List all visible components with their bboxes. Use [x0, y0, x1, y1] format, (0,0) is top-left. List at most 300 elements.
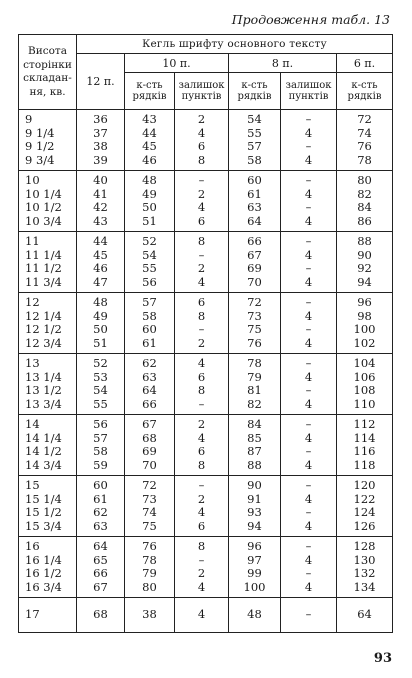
- cell-value: 93: [247, 505, 262, 519]
- cell-lines-8pt: [229, 232, 281, 293]
- cell-value: 9 1/4: [25, 125, 55, 140]
- cell-value: 17: [25, 607, 40, 622]
- cell-value: 55: [93, 396, 108, 411]
- cell-value: 60: [93, 478, 108, 492]
- cell-value: 4: [304, 369, 313, 384]
- header-font-size: Кегль шрифту основного тексту: [77, 35, 393, 54]
- cell-value: 13 3/4: [25, 396, 62, 411]
- cell-value: 37: [93, 125, 108, 140]
- cell-value: 122: [353, 491, 376, 506]
- cell-value: 2: [197, 491, 206, 506]
- cell-lines-6pt: [337, 598, 393, 633]
- header-lines-count: [229, 73, 281, 110]
- cell-values: [125, 113, 174, 167]
- cell-value: –: [305, 478, 312, 492]
- cell-value: 8: [197, 539, 206, 553]
- cell-value: 45: [142, 139, 157, 153]
- cell-value: 60: [247, 173, 262, 187]
- cell-value: –: [198, 396, 205, 411]
- cell-remainder-10pt: [175, 171, 229, 232]
- cell-lines-10pt: [125, 476, 175, 537]
- cell-values: [77, 418, 124, 472]
- cell-value: 65: [93, 552, 108, 567]
- cell-value: 54: [247, 112, 262, 126]
- cell-value: 56: [93, 417, 108, 431]
- cell-value: 96: [357, 295, 372, 309]
- cell-value: 58: [247, 152, 262, 167]
- cell-value: 62: [142, 356, 157, 370]
- cell-value: 6: [197, 213, 206, 228]
- cell-values: [229, 608, 280, 622]
- cell-remainder-8pt: [281, 476, 337, 537]
- cell-value: 54: [93, 383, 108, 397]
- cell-value: 114: [353, 430, 376, 445]
- cell-value: 87: [247, 444, 262, 458]
- cell-value: –: [305, 539, 312, 553]
- cell-value: 74: [142, 505, 157, 519]
- cell-value: 6: [197, 444, 206, 458]
- cell-values: [125, 174, 174, 228]
- cell-value: 48: [247, 607, 262, 622]
- cell-value: 116: [353, 444, 376, 458]
- cell-lines-12pt: [77, 232, 125, 293]
- cell-values: [281, 608, 336, 622]
- cell-value: 4: [304, 247, 313, 262]
- cell-value: –: [305, 261, 312, 275]
- cell-value: 51: [142, 213, 157, 228]
- cell-lines-8pt: [229, 598, 281, 633]
- cell-value: 8: [197, 457, 206, 472]
- cell-values: [175, 235, 228, 289]
- cell-value: 78: [142, 552, 157, 567]
- cell-value: 4: [304, 552, 313, 567]
- cell-value: 43: [93, 213, 108, 228]
- cell-value: 11: [25, 234, 40, 248]
- cell-value: 4: [197, 356, 206, 370]
- cell-value: 16 1/2: [25, 566, 62, 580]
- cell-values: [229, 418, 280, 472]
- cell-value: 16 3/4: [25, 579, 62, 594]
- cell-value: 100: [243, 579, 266, 594]
- table-body: [19, 110, 393, 633]
- cell-values: [77, 540, 124, 594]
- cell-values: [229, 296, 280, 350]
- cell-value: 67: [142, 417, 157, 431]
- cell-value: 41: [93, 186, 108, 201]
- cell-value: 76: [142, 539, 157, 553]
- cell-lines-6pt: [337, 537, 393, 598]
- cell-value: 52: [93, 356, 108, 370]
- header-lines-count: [337, 73, 393, 110]
- cell-values: [77, 479, 124, 533]
- cell-values: [337, 608, 392, 622]
- header-line: к-сть: [136, 80, 163, 91]
- cell-page-height: [19, 476, 77, 537]
- cell-value: 59: [93, 457, 108, 472]
- cell-value: 94: [247, 518, 262, 533]
- cell-value: 8: [197, 152, 206, 167]
- cell-lines-8pt: [229, 354, 281, 415]
- page-number: 93: [373, 651, 392, 666]
- table-row: [19, 415, 393, 476]
- cell-values: [337, 479, 392, 533]
- cell-value: 64: [247, 213, 262, 228]
- cell-value: 6: [197, 369, 206, 384]
- cell-value: 4: [197, 125, 206, 140]
- cell-value: –: [305, 417, 312, 431]
- cell-value: 12 1/2: [25, 322, 62, 336]
- cell-value: 112: [353, 417, 376, 431]
- cell-value: 2: [197, 417, 206, 431]
- cell-value: 12: [25, 295, 40, 309]
- cell-remainder-8pt: [281, 598, 337, 633]
- cell-value: 4: [304, 335, 313, 350]
- header-line: ня, кв.: [29, 85, 66, 98]
- cell-lines-12pt: [77, 415, 125, 476]
- cell-value: 134: [353, 579, 376, 594]
- cell-remainder-10pt: [175, 415, 229, 476]
- cell-values: [25, 608, 76, 622]
- cell-page-height: [19, 415, 77, 476]
- cell-lines-6pt: [337, 354, 393, 415]
- cell-value: 120: [353, 478, 376, 492]
- cell-values: [281, 418, 336, 472]
- cell-value: –: [305, 566, 312, 580]
- cell-value: 96: [247, 539, 262, 553]
- header-size-6: 6 п.: [337, 54, 393, 73]
- cell-values: [229, 113, 280, 167]
- cell-value: 8: [197, 383, 206, 397]
- cell-values: [281, 235, 336, 289]
- header-line: к-сть: [351, 80, 378, 91]
- cell-value: 73: [142, 491, 157, 506]
- cell-value: 57: [142, 295, 157, 309]
- cell-values: [77, 296, 124, 350]
- cell-values: [25, 418, 76, 472]
- cell-remainder-10pt: [175, 110, 229, 171]
- cell-value: 6: [197, 295, 206, 309]
- cell-remainder-8pt: [281, 354, 337, 415]
- header-line: пунктів: [181, 91, 222, 102]
- cell-value: 14 3/4: [25, 457, 62, 472]
- cell-values: [125, 608, 174, 622]
- cell-value: –: [305, 234, 312, 248]
- cell-value: 4: [197, 430, 206, 445]
- table-row: [19, 232, 393, 293]
- cell-value: –: [305, 383, 312, 397]
- cell-lines-12pt: [77, 537, 125, 598]
- cell-value: 108: [353, 383, 376, 397]
- cell-value: 72: [357, 112, 372, 126]
- cell-value: 6: [197, 139, 206, 153]
- header-lines-count: [125, 73, 175, 110]
- cell-value: 6: [197, 518, 206, 533]
- cell-value: –: [198, 478, 205, 492]
- cell-value: 61: [142, 335, 157, 350]
- cell-value: 38: [142, 607, 157, 622]
- cell-value: 106: [353, 369, 376, 384]
- cell-value: 76: [357, 139, 372, 153]
- cell-lines-12pt: [77, 354, 125, 415]
- header-line: сторінки: [23, 58, 72, 71]
- cell-page-height: [19, 354, 77, 415]
- cell-value: 14 1/4: [25, 430, 62, 445]
- cell-value: 92: [357, 261, 372, 275]
- cell-values: [337, 357, 392, 411]
- cell-values: [281, 479, 336, 533]
- cell-value: 64: [142, 383, 157, 397]
- cell-page-height: [19, 171, 77, 232]
- cell-values: [281, 540, 336, 594]
- cell-value: 66: [247, 234, 262, 248]
- cell-remainder-10pt: [175, 354, 229, 415]
- cell-values: [77, 174, 124, 228]
- cell-value: 104: [353, 356, 376, 370]
- cell-value: 57: [247, 139, 262, 153]
- header-page-height: [19, 35, 77, 110]
- cell-value: 61: [93, 491, 108, 506]
- cell-value: 79: [142, 566, 157, 580]
- cell-values: [25, 113, 76, 167]
- cell-value: 72: [247, 295, 262, 309]
- cell-value: 91: [247, 491, 262, 506]
- cell-value: 15 1/2: [25, 505, 62, 519]
- cell-value: 47: [93, 274, 108, 289]
- cell-value: –: [198, 173, 205, 187]
- cell-lines-10pt: [125, 415, 175, 476]
- font-size-table: [18, 34, 393, 633]
- cell-lines-8pt: [229, 415, 281, 476]
- cell-value: 90: [247, 478, 262, 492]
- cell-values: [175, 357, 228, 411]
- cell-remainder-8pt: [281, 537, 337, 598]
- cell-value: 102: [353, 335, 376, 350]
- header-page-height-lines: [19, 45, 76, 99]
- cell-value: 2: [197, 112, 206, 126]
- cell-value: 44: [142, 125, 157, 140]
- cell-values: [175, 113, 228, 167]
- cell-value: 4: [304, 125, 313, 140]
- cell-value: –: [305, 322, 312, 336]
- cell-value: 85: [247, 430, 262, 445]
- cell-values: [77, 608, 124, 622]
- cell-values: [229, 174, 280, 228]
- cell-value: 75: [247, 322, 262, 336]
- cell-value: 63: [247, 200, 262, 214]
- cell-value: 4: [197, 200, 206, 214]
- cell-remainder-8pt: [281, 110, 337, 171]
- cell-value: 4: [304, 308, 313, 323]
- cell-value: –: [198, 247, 205, 262]
- header-line: рядків: [237, 91, 272, 102]
- cell-remainder-8pt: [281, 293, 337, 354]
- header-remainder: [175, 73, 229, 110]
- cell-value: 53: [93, 369, 108, 384]
- cell-value: 11 1/2: [25, 261, 62, 275]
- cell-value: 10: [25, 173, 40, 187]
- cell-values: [175, 479, 228, 533]
- table-caption: Продовження табл. 13: [231, 12, 390, 27]
- cell-value: 110: [353, 396, 376, 411]
- cell-values: [125, 540, 174, 594]
- cell-lines-10pt: [125, 171, 175, 232]
- cell-value: 79: [247, 369, 262, 384]
- cell-value: 4: [197, 274, 206, 289]
- cell-value: 4: [304, 396, 313, 411]
- cell-value: 56: [142, 274, 157, 289]
- cell-values: [229, 479, 280, 533]
- cell-values: [25, 479, 76, 533]
- cell-value: 4: [304, 457, 313, 472]
- cell-value: 62: [93, 505, 108, 519]
- cell-value: 63: [142, 369, 157, 384]
- cell-values: [281, 296, 336, 350]
- cell-value: 13 1/2: [25, 383, 62, 397]
- cell-value: 4: [304, 274, 313, 289]
- cell-lines-12pt: [77, 110, 125, 171]
- cell-value: –: [305, 112, 312, 126]
- header-line: складан-: [23, 72, 72, 84]
- cell-value: 78: [357, 152, 372, 167]
- cell-value: 2: [197, 261, 206, 275]
- cell-value: 12 3/4: [25, 335, 62, 350]
- cell-value: 64: [357, 607, 372, 622]
- cell-value: 2: [197, 335, 206, 350]
- cell-value: –: [198, 322, 205, 336]
- cell-value: 9 3/4: [25, 152, 55, 167]
- cell-value: 132: [353, 566, 376, 580]
- cell-value: –: [305, 607, 312, 622]
- cell-values: [77, 113, 124, 167]
- cell-page-height: [19, 232, 77, 293]
- cell-value: 13: [25, 356, 40, 370]
- cell-value: –: [305, 139, 312, 153]
- cell-value: 75: [142, 518, 157, 533]
- cell-value: –: [305, 356, 312, 370]
- cell-value: 10 1/4: [25, 186, 62, 201]
- cell-value: 55: [247, 125, 262, 140]
- cell-lines-6pt: [337, 293, 393, 354]
- cell-values: [175, 418, 228, 472]
- cell-value: 12 1/4: [25, 308, 62, 323]
- header-line: залишок: [178, 80, 225, 91]
- cell-value: 15 1/4: [25, 491, 62, 506]
- cell-value: 98: [357, 308, 372, 323]
- cell-value: 49: [93, 308, 108, 323]
- cell-value: 52: [142, 234, 157, 248]
- cell-value: 80: [357, 173, 372, 187]
- cell-value: 76: [247, 335, 262, 350]
- cell-value: –: [305, 505, 312, 519]
- cell-value: 73: [247, 308, 262, 323]
- cell-remainder-10pt: [175, 598, 229, 633]
- cell-value: 48: [93, 295, 108, 309]
- cell-value: 4: [304, 213, 313, 228]
- table-row: [19, 537, 393, 598]
- cell-value: 4: [197, 505, 206, 519]
- cell-values: [337, 418, 392, 472]
- header-line: к-сть: [241, 80, 268, 91]
- cell-value: 4: [304, 430, 313, 445]
- cell-value: 46: [142, 152, 157, 167]
- cell-lines-6pt: [337, 476, 393, 537]
- cell-value: 69: [247, 261, 262, 275]
- cell-lines-12pt: [77, 293, 125, 354]
- cell-values: [337, 296, 392, 350]
- table-container: [18, 34, 392, 633]
- cell-remainder-8pt: [281, 415, 337, 476]
- cell-value: 14 1/2: [25, 444, 62, 458]
- cell-value: 70: [247, 274, 262, 289]
- cell-lines-6pt: [337, 415, 393, 476]
- cell-lines-12pt: [77, 476, 125, 537]
- cell-value: 54: [142, 247, 157, 262]
- cell-remainder-10pt: [175, 476, 229, 537]
- table-row: [19, 293, 393, 354]
- header-line: залишок: [285, 80, 332, 91]
- cell-values: [25, 540, 76, 594]
- cell-value: 88: [247, 457, 262, 472]
- cell-lines-8pt: [229, 476, 281, 537]
- cell-value: 9 1/2: [25, 139, 55, 153]
- cell-value: 128: [353, 539, 376, 553]
- cell-remainder-10pt: [175, 537, 229, 598]
- cell-value: 61: [247, 186, 262, 201]
- cell-value: 40: [93, 173, 108, 187]
- cell-value: 82: [247, 396, 262, 411]
- cell-values: [125, 296, 174, 350]
- cell-page-height: [19, 293, 77, 354]
- cell-values: [175, 296, 228, 350]
- cell-value: 14: [25, 417, 40, 431]
- cell-values: [281, 174, 336, 228]
- cell-value: 78: [247, 356, 262, 370]
- cell-value: 60: [142, 322, 157, 336]
- cell-value: 50: [93, 322, 108, 336]
- cell-value: 49: [142, 186, 157, 201]
- cell-value: 80: [142, 579, 157, 594]
- cell-value: 42: [93, 200, 108, 214]
- cell-value: 81: [247, 383, 262, 397]
- cell-value: 8: [197, 308, 206, 323]
- cell-values: [229, 357, 280, 411]
- table-row: [19, 110, 393, 171]
- cell-value: 126: [353, 518, 376, 533]
- cell-value: 51: [93, 335, 108, 350]
- cell-lines-10pt: [125, 232, 175, 293]
- cell-remainder-8pt: [281, 171, 337, 232]
- cell-values: [229, 235, 280, 289]
- cell-values: [77, 357, 124, 411]
- cell-values: [77, 235, 124, 289]
- cell-remainder-8pt: [281, 232, 337, 293]
- cell-values: [281, 357, 336, 411]
- cell-value: 97: [247, 552, 262, 567]
- cell-value: 82: [357, 186, 372, 201]
- cell-value: 2: [197, 186, 206, 201]
- header-remainder: [281, 73, 337, 110]
- cell-value: 4: [304, 491, 313, 506]
- table-row: [19, 598, 393, 633]
- cell-value: 86: [357, 213, 372, 228]
- cell-values: [337, 174, 392, 228]
- cell-value: 64: [93, 539, 108, 553]
- cell-lines-10pt: [125, 354, 175, 415]
- cell-value: 10 1/2: [25, 200, 62, 214]
- cell-values: [175, 608, 228, 622]
- cell-remainder-10pt: [175, 293, 229, 354]
- cell-value: –: [305, 200, 312, 214]
